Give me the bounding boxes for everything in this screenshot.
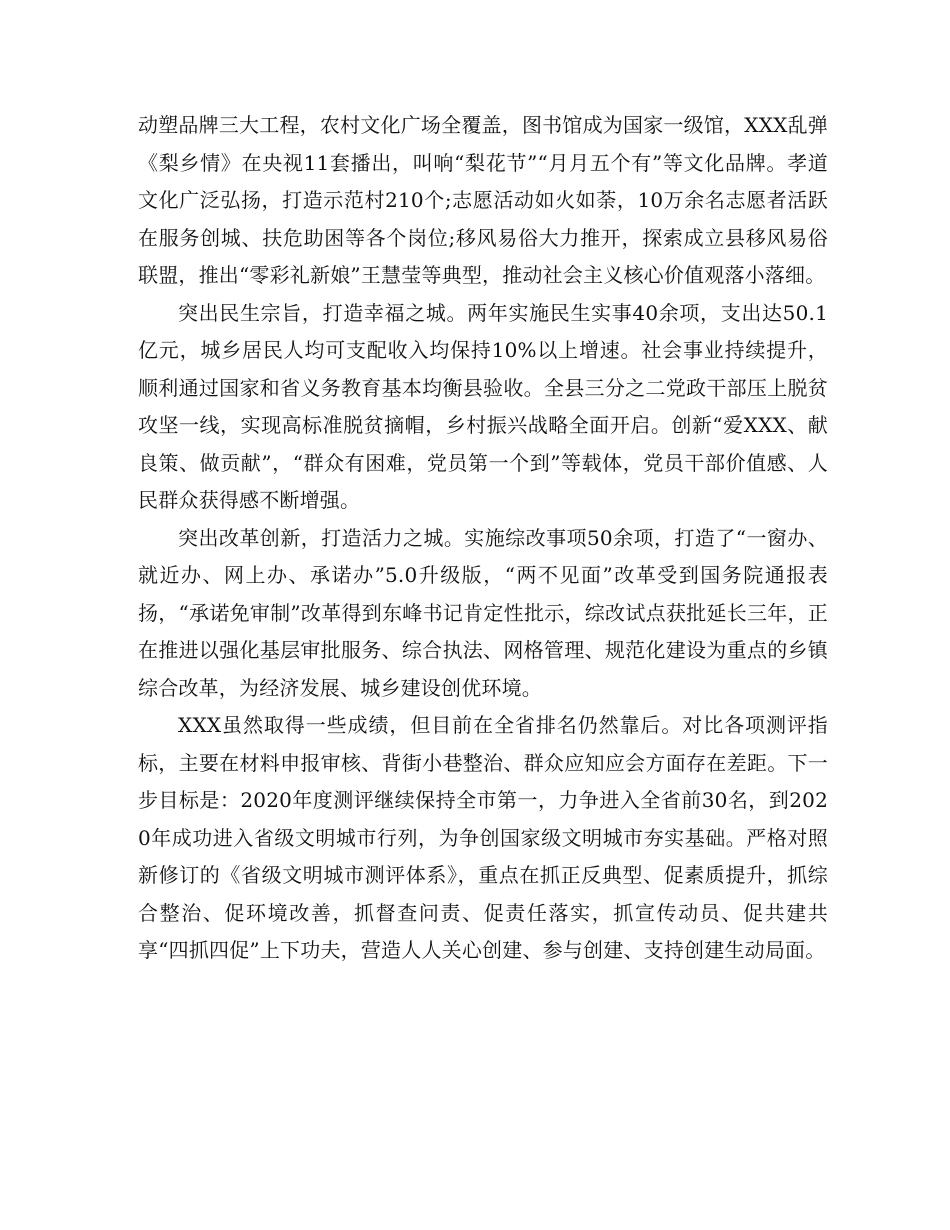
paragraph-livelihood: 突出民生宗旨，打造幸福之城。两年实施民生实事40余项，支出达50.1亿元，城乡居民人均可支配收入均保持10%以上增速。社会事业持续提升，顺利通过国家和省义务教育基本均衡县验收。全县三分之二党政干部压上脱贫攻坚一线，实现高标准脱贫摘帽，乡村振兴战略全面开启。创新“爱XXX、献良策、做贡献”，“群众有困难，党员第一个到”等载体，党员干部价值感、人民群众获得感不断增强。 [138,300,828,512]
paragraph-reform: 突出改革创新，打造活力之城。实施综改事项50余项，打造了“一窗办、就近办、网上办、承诺办”5.0升级版，“两不见面”改革受到国务院通报表扬，“承诺免审制”改革得到东峰书记肯定性批示，综改试点获批延长三年，正在推进以强化基层审批服务、综合执法、网格管理、规范化建设为重点的乡镇综合改革，为经济发展、城乡建设创优环境。 [138,525,828,700]
paragraph-culture: 动塑品牌三大工程，农村文化广场全覆盖，图书馆成为国家一级馆，XXX乱弹《梨乡情》在央视11套播出，叫响“梨花节”“月月五个有”等文化品牌。孝道文化广泛弘扬，打造示范村210个;志愿活动如火如荼，10万余名志愿者活跃在服务创城、扶危助困等各个岗位;移风易俗大力推开，探索成立县移风易俗联盟，推出“零彩礼新娘”王慧莹等典型，推动社会主义核心价值观落小落细。 [138,113,828,287]
document-body [138,107,828,970]
paragraph-goals: XXX虽然取得一些成绩，但目前在全省排名仍然靠后。对比各项测评指标，主要在材料申报审核、背街小巷整治、群众应知应会方面存在差距。下一步目标是：2020年度测评继续保持全市第一，力争进入全省前30名，到2020年成功进入省级文明城市行列，为争创国家级文明城市夯实基础。严格对照新修订的《省级文明城市测评体系》，重点在抓正反典型、促素质提升，抓综合整治、促环境改善，抓督查问责、促责任落实，抓宣传动员、促共建共享“四抓四促”上下功夫，营造人人关心创建、参与创建、支持创建生动局面。 [138,713,828,962]
